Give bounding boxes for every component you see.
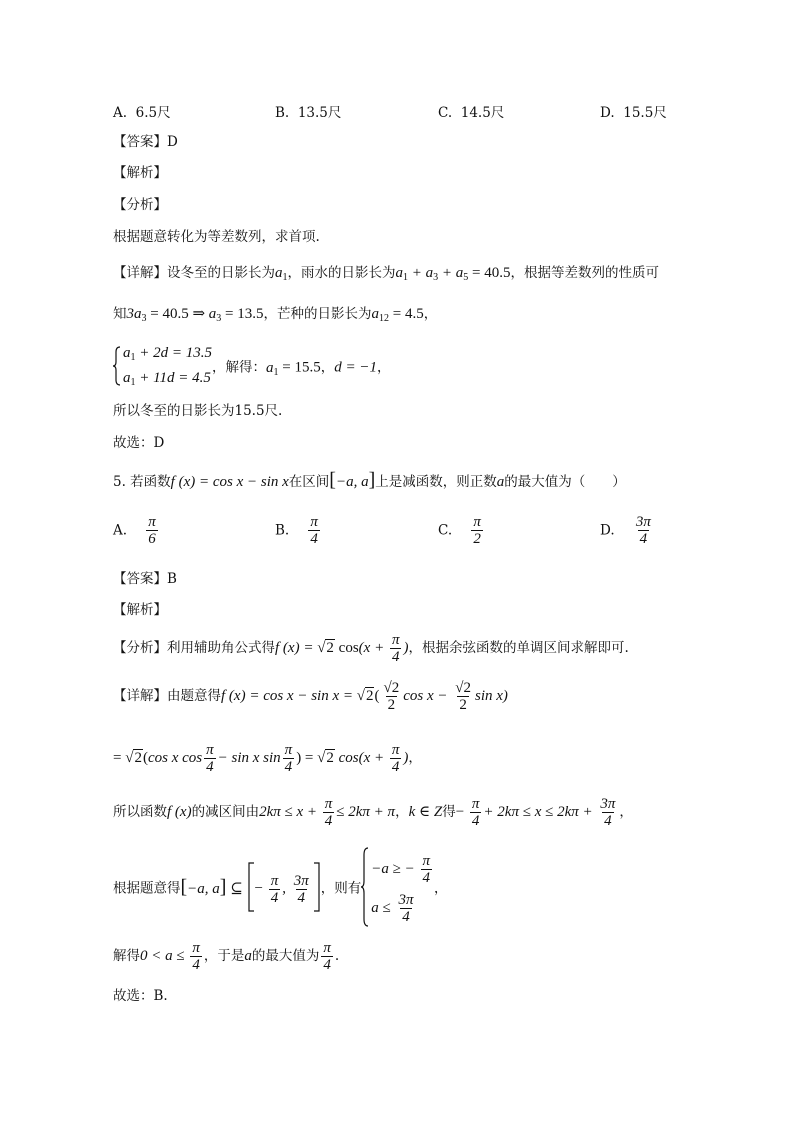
q4-option-b: B. 13.5尺 bbox=[275, 105, 342, 121]
q4-xiangjie-line2: 知$3a_3 = 40.5$ ⇒ $a_3 = 13.5$，芒种的日影长为$a_{12} = 4.5$， bbox=[113, 306, 438, 324]
q5-option-d: D. $\frac{3\pi}{4}$ bbox=[600, 514, 651, 547]
q4-answer: 【答案】D bbox=[113, 134, 178, 150]
q5-xiangjie-line5: 解得0 < a ≤ $\frac{\pi}{4}$ ，于是a的最大值为 $\frac{\pi}{4}$ . bbox=[113, 940, 340, 973]
q5-xiangjie-line2: = √2(cos x cos $\frac{\pi}{4}$ − sin x sin $\frac{\pi}{4}$ ) = √2 cos(x + $\frac{\pi}{4}$ )， bbox=[113, 742, 422, 775]
q4-option-d: D. 15.5尺 bbox=[600, 105, 667, 121]
q5-stem: 5. 若函数f (x) = cos x − sin x在区间[−a, a]上是减函数，则正数a的最大值为（ ） bbox=[113, 469, 626, 491]
q5-answer: 【答案】B bbox=[113, 571, 177, 587]
brace-symbol bbox=[113, 346, 121, 390]
q5-option-a: A. $\frac{\pi}{6}$ bbox=[113, 514, 156, 547]
q4-option-a: A. 6.5尺 bbox=[113, 105, 171, 121]
brace-symbol bbox=[361, 847, 369, 931]
q4-conclusion: 所以冬至的日影长为15.5尺. bbox=[113, 403, 283, 419]
q4-fenxi-text: 根据题意转化为等差数列，求首项. bbox=[113, 229, 320, 245]
q5-xiangjie-line1: 【详解】由题意得f (x) = cos x − sin x = √2( $\frac{√2}{2}$ cos x − $\frac{√2}{2}$ sin x) bbox=[113, 680, 508, 713]
q5-xiangjie-line4: 根据题意得[−a, a] ⊆ − $\frac{\pi}{4}$ , $\frac{3\pi}{4}$ ，则有 −a ≥ − $\frac{\pi}{4}$ a ≤ $\frac{3\pi}{4}$ ， bbox=[113, 847, 448, 931]
q4-system-line: $a_1 + 2d = 13.5$ $a_1 + 11d = 4.5$ ，解得：$a_1 = 15.5$，d = −1， bbox=[113, 343, 390, 393]
q5-fenxi-line: 【分析】利用辅助角公式得f (x) = √2 cos(x + $\frac{\pi}{4}$ )，根据余弦函数的单调区间求解即可. bbox=[113, 632, 629, 665]
q4-fenxi-tag: 【分析】 bbox=[113, 197, 167, 213]
q5-choice: 故选：B. bbox=[113, 988, 168, 1004]
q4-jiexi-tag: 【解析】 bbox=[113, 165, 167, 181]
q4-xiangjie-line1: 【详解】设冬至的日影长为$a_1$，雨水的日影长为$a_1 + a_3 + a_5 = 40.5$，根据等差数列的性质可 bbox=[113, 265, 659, 283]
q5-option-c: C. $\frac{\pi}{2}$ bbox=[438, 514, 481, 547]
q5-jiexi-tag: 【解析】 bbox=[113, 602, 167, 618]
q4-option-c: C. 14.5尺 bbox=[438, 105, 505, 121]
q5-xiangjie-line3: 所以函数f (x)的减区间由2kπ ≤ x + $\frac{\pi}{4}$ ≤ 2kπ + π，k ∈ Z得− $\frac{\pi}{4}$ + 2kπ ≤ x ≤ 2kπ + $\frac{3\pi}{4}$ ， bbox=[113, 796, 633, 829]
q5-option-b: B. $\frac{\pi}{4}$ bbox=[275, 514, 318, 547]
q4-choice: 故选：D bbox=[113, 435, 165, 451]
